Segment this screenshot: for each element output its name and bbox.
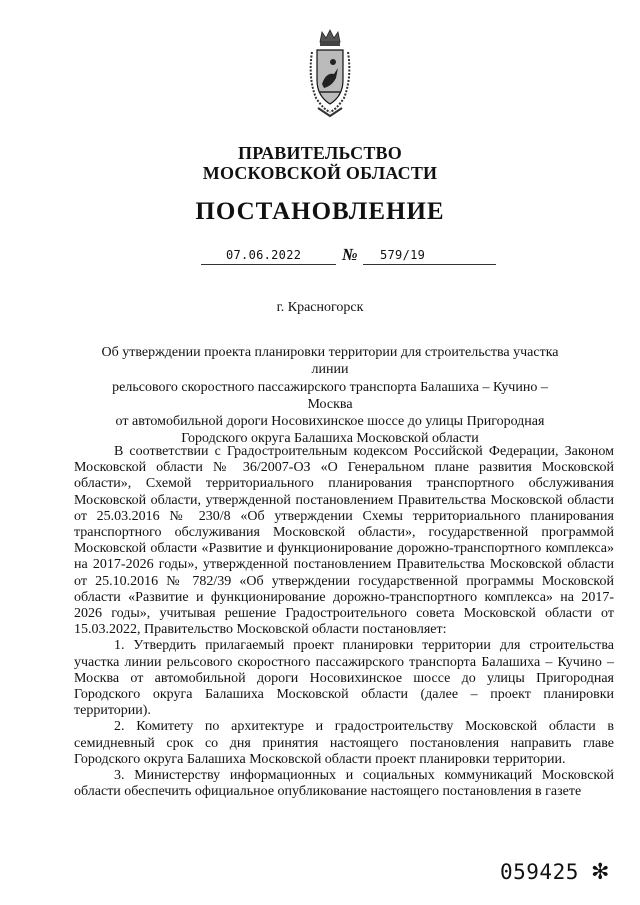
document-body [74,444,614,800]
subject-line: Городского округа Балашиха Московской области [181,431,479,447]
star-mark-icon: ✻ [591,860,610,885]
document-subject [100,344,560,448]
serial-number-stamp: 059425 [500,860,579,884]
org-name-line1: ПРАВИТЕЛЬСТВО [238,143,402,163]
subject-line: от автомобильной дороги Носовихинское шоссе до улицы Пригородная [115,414,545,430]
clause-3-paragraph: 3. Министерству информационных и социальных коммуникаций Московской области обеспечить официальное опубликование настоящего постановления в газете [74,768,614,800]
date-underline [201,264,336,265]
document-number: 579/19 [380,248,426,262]
document-date: 07.06.2022 [226,248,302,262]
clause-1-paragraph: 1. Утвердить прилагаемый проект планировки территории для строительства участка линии рельсового скоростного пассажирского транспорта Балашиха – Кучино – Москва от автомобильной дороги Носовихинское шоссе до улицы Пригородная Городского округа Балашиха Московской области (далее – проект планировки территории). [74,638,614,719]
clause-2-paragraph: 2. Комитету по архитектуре и градостроительству Московской области в семидневный срок со дня принятия настоящего постановления направить главе Городского округа Балашиха Московской области проект планировки территории. [74,719,614,767]
subject-line: рельсового скоростного пассажирского транспорта Балашиха – Кучино – Москва [112,379,548,412]
number-sign: № [342,245,358,264]
coat-of-arms-icon [306,28,354,118]
subject-line: Об утверждении проекта планировки территории для строительства участка линии [101,345,559,378]
document-type-title: ПОСТАНОВЛЕНИЕ [195,198,445,225]
org-name-line2: МОСКОВСКОЙ ОБЛАСТИ [202,163,438,183]
preamble-paragraph: В соответствии с Градостроительным кодексом Российской Федерации, Законом Московской области № 36/2007-ОЗ «О Генеральном плане развития Московской области», Схемой территориального планирования транспортного обслуживания Московской области, утвержденной постановлением Правительства Московской области от 25.03.2016 № 230/8 «Об утверждении Схемы территориального планирования транспортного обслуживания Московской области», государственной программой Московской области «Развитие и функционирование дорожно-транспортного комплекса» на 2017-2026 годы», утвержденной постановлением Правительства Московской области от 25.10.2016 № 782/39 «Об утверждении государственной программы Московской области «Развитие и функционирование дорожно-транспортного комплекса» на 2017-2026 годы», учитывая решение Градостроительного совета Московской области от 15.03.2022, Правительство Московской области постановляет: [74,444,614,638]
city-line: г. Красногорск [276,300,364,315]
number-underline [363,264,496,265]
